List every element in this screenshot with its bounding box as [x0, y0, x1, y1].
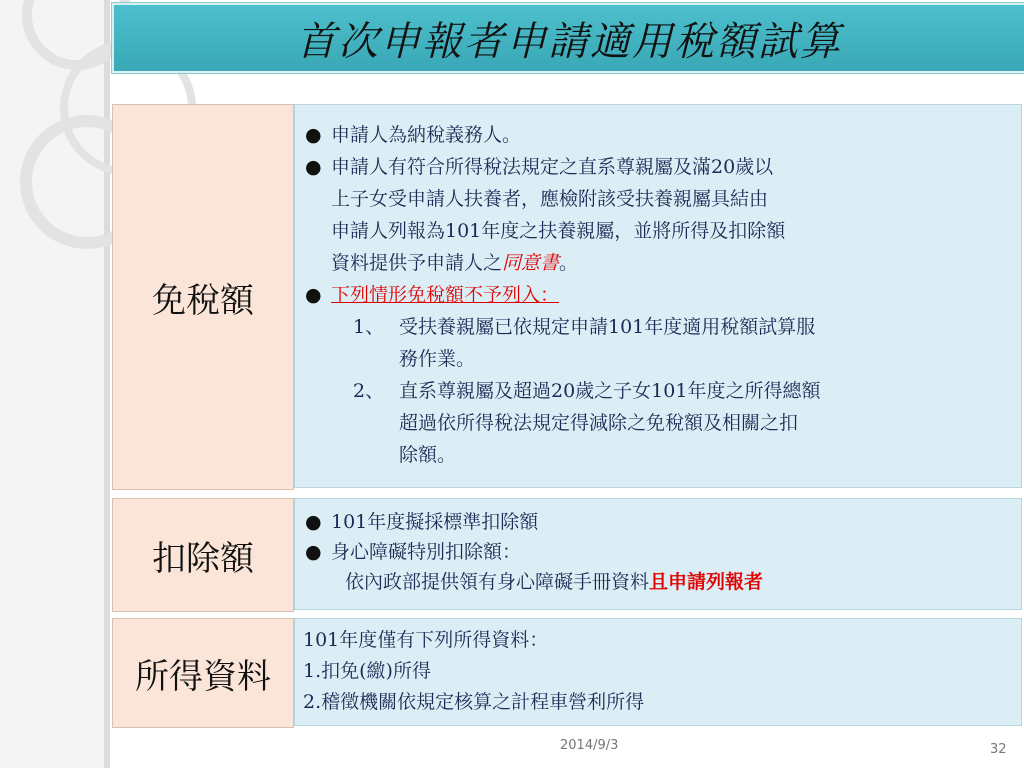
sub-item-2-line-3: 除額。	[399, 444, 457, 466]
sub-item	[305, 311, 1011, 343]
deduction-bullet-1: 101年度擬採標準扣除額	[331, 511, 539, 533]
sub-item-1-line-2: 務作業。	[399, 348, 476, 370]
income-line-3: 2.稽徵機關依規定核算之計程車營利所得	[303, 691, 645, 713]
bullet-icon: ●	[305, 124, 322, 146]
income-content	[294, 618, 1022, 726]
income-label-box	[112, 618, 294, 728]
income-label: 所得資料	[135, 656, 271, 697]
bullet-icon: ●	[305, 541, 322, 563]
page-number: 32	[990, 742, 1007, 757]
deduction-line-3	[305, 567, 1011, 597]
exemption-label: 免稅額	[152, 280, 254, 321]
sub-item-1-line-1: 受扶養親屬已依規定申請101年度適用稅額試算服	[399, 316, 816, 338]
consent-prefix: 資料提供予申請人之	[331, 252, 503, 274]
sub-item-number: 2、	[353, 380, 385, 402]
sub-item-2-line-2: 超過依所得稅法規定得減除之免稅額及相關之扣	[399, 412, 799, 434]
exemption-bullet-2-line-2: 上子女受申請人扶養者，應檢附該受扶養親屬具結由	[331, 188, 769, 210]
consent-form-highlight: 同意書	[502, 252, 560, 274]
list-item	[305, 537, 1011, 567]
exemption-content	[294, 104, 1022, 488]
disability-highlight: 且申請列報者	[649, 571, 764, 593]
list-item	[305, 119, 1011, 151]
list-item	[305, 507, 1011, 537]
consent-suffix: 。	[559, 252, 579, 274]
exemption-bullet-2-line-3: 申請人列報為101年度之扶養親屬，並將所得及扣除額	[331, 220, 786, 242]
sub-item-2-line-1: 直系尊親屬及超過20歲之子女101年度之所得總額	[399, 380, 821, 402]
exemption-bullet-1: 申請人為納稅義務人。	[331, 124, 522, 146]
exemption-bullet-3: 下列情形免稅額不予列入：	[331, 284, 560, 306]
title-bar	[112, 3, 1024, 73]
page-title: 首次申報者申請適用稅額試算	[296, 18, 842, 65]
deduction-bullet-2: 身心障礙特別扣除額：	[331, 541, 522, 563]
bullet-icon: ●	[305, 284, 322, 306]
exemption-bullet-2-line-4	[305, 247, 1011, 279]
deduction-content	[294, 498, 1022, 610]
deduction-label-box	[112, 498, 294, 612]
list-item	[305, 151, 1011, 183]
list-item	[305, 279, 1011, 311]
exemption-bullet-2-line-1: 申請人有符合所得稅法規定之直系尊親屬及滿20歲以	[331, 156, 774, 178]
bullet-icon: ●	[305, 156, 322, 178]
sub-item	[305, 375, 1011, 407]
income-line-1: 101年度僅有下列所得資料：	[303, 629, 549, 651]
disability-source: 依內政部提供領有身心障礙手冊資料	[345, 571, 650, 593]
sub-item-number: 1、	[353, 316, 385, 338]
deduction-label: 扣除額	[152, 538, 254, 579]
exemption-label-box	[112, 104, 294, 490]
income-line-2: 1.扣免(繳)所得	[303, 660, 431, 682]
bullet-icon: ●	[305, 511, 322, 533]
footer-date: 2014/9/3	[560, 738, 619, 753]
